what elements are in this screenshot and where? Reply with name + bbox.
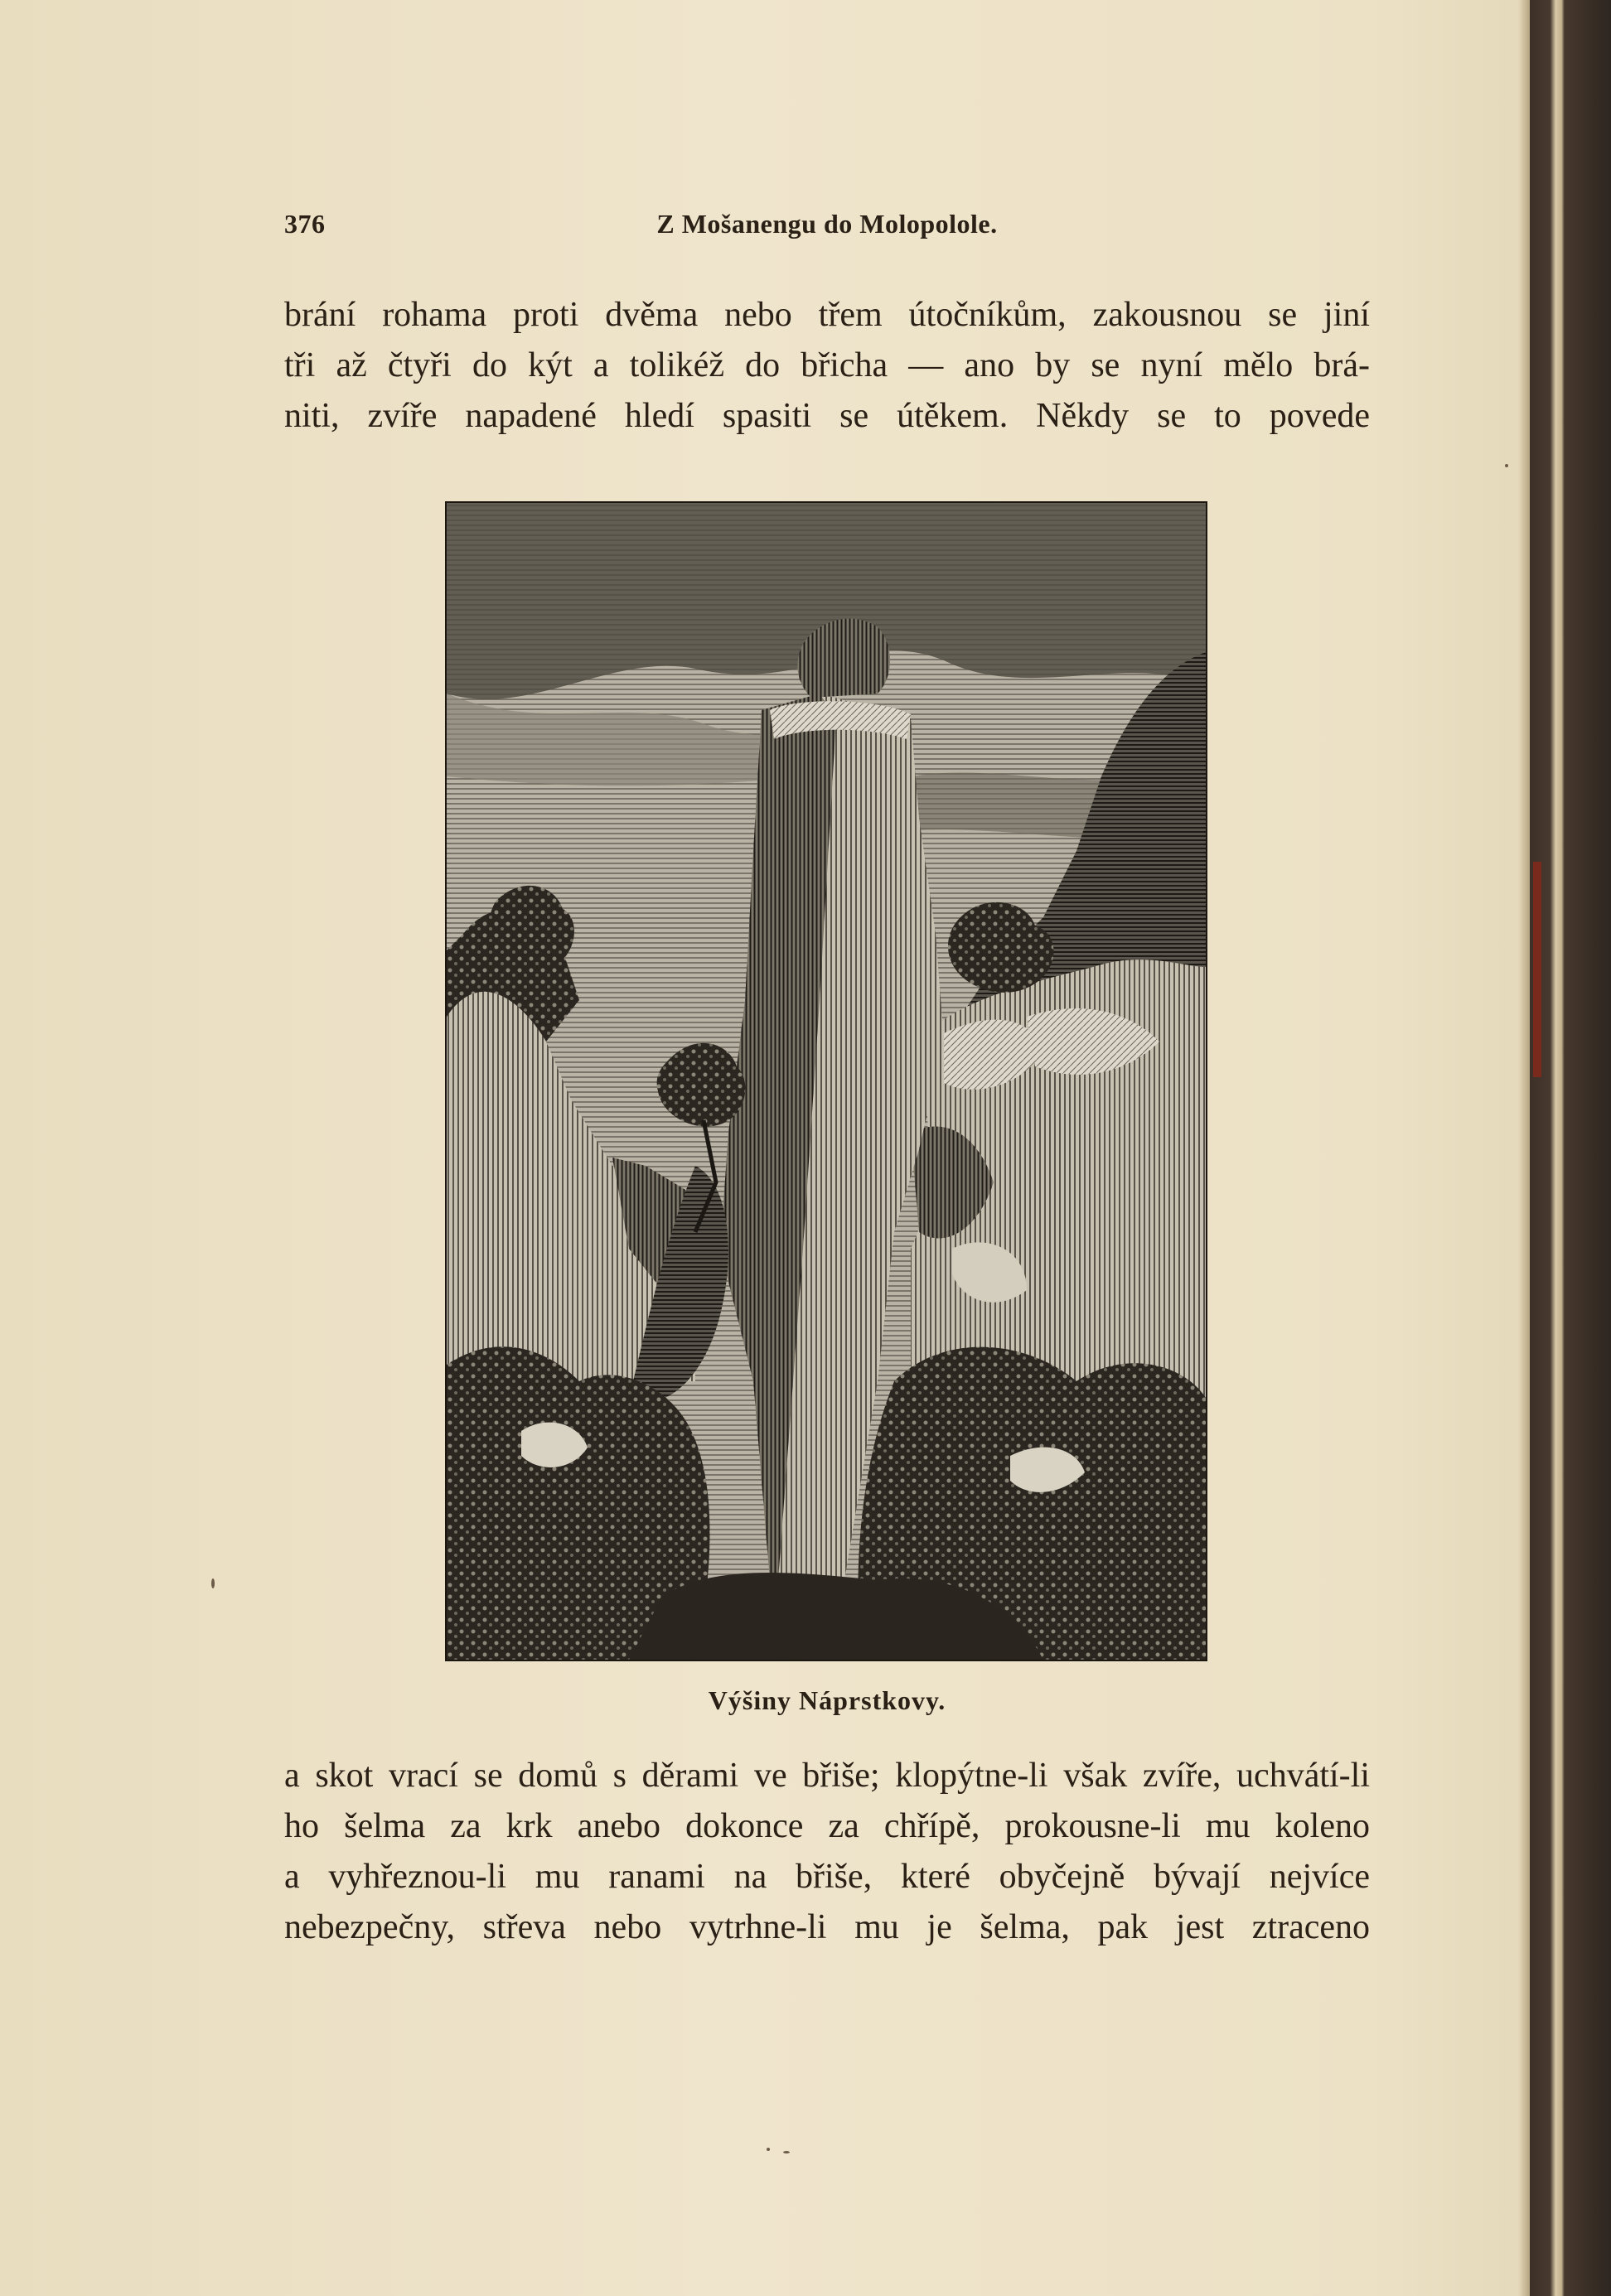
- binding-ribbon: [1533, 862, 1541, 1077]
- paper-speck: [1505, 464, 1508, 467]
- text-line: a vyhřeznou-li mu ranami na břiše, které obyčejně bývají nejvíce: [284, 1858, 1370, 1896]
- paper-speck: [211, 1578, 215, 1588]
- paragraph-bottom: [284, 1751, 1370, 1953]
- page-number: 376: [284, 209, 326, 239]
- book-binding-edge: [1518, 0, 1611, 2296]
- paper-speck: [783, 2151, 790, 2153]
- text-line: brání rohama proti dvěma nebo třem útočníkům, zakousnou se jiní: [284, 296, 1370, 334]
- paper-speck: [767, 2148, 770, 2151]
- text-line: tři až čtyři do kýt a tolikéž do břicha — ano by se nyní mělo brá-: [284, 346, 1370, 384]
- text-line: niti, zvíře napadené hledí spasiti se útěkem. Někdy se to povede: [284, 397, 1370, 435]
- next-page-edge: [1550, 0, 1565, 2296]
- figure-caption: Výšiny Náprstkovy.: [708, 1685, 946, 1715]
- page-fold: [1518, 0, 1530, 2296]
- text-line: nebezpečny, střeva nebo vytrhne-li mu je šelma, pak jest ztraceno: [284, 1908, 1370, 1946]
- running-head: [284, 209, 1370, 242]
- paragraph-top: [284, 290, 1370, 442]
- engraving-picture: [447, 503, 1206, 1660]
- engraving-illustration: [445, 501, 1207, 1661]
- text-line: ho šelma za krk anebo dokonce za chřípě, prokousne-li mu koleno: [284, 1807, 1370, 1845]
- chapter-title: Z Mošanengu do Molopolole.: [656, 209, 998, 239]
- text-line: a skot vrací se domů s děrami ve břiše; klopýtne-li však zvíře, uchvátí-li: [284, 1757, 1370, 1795]
